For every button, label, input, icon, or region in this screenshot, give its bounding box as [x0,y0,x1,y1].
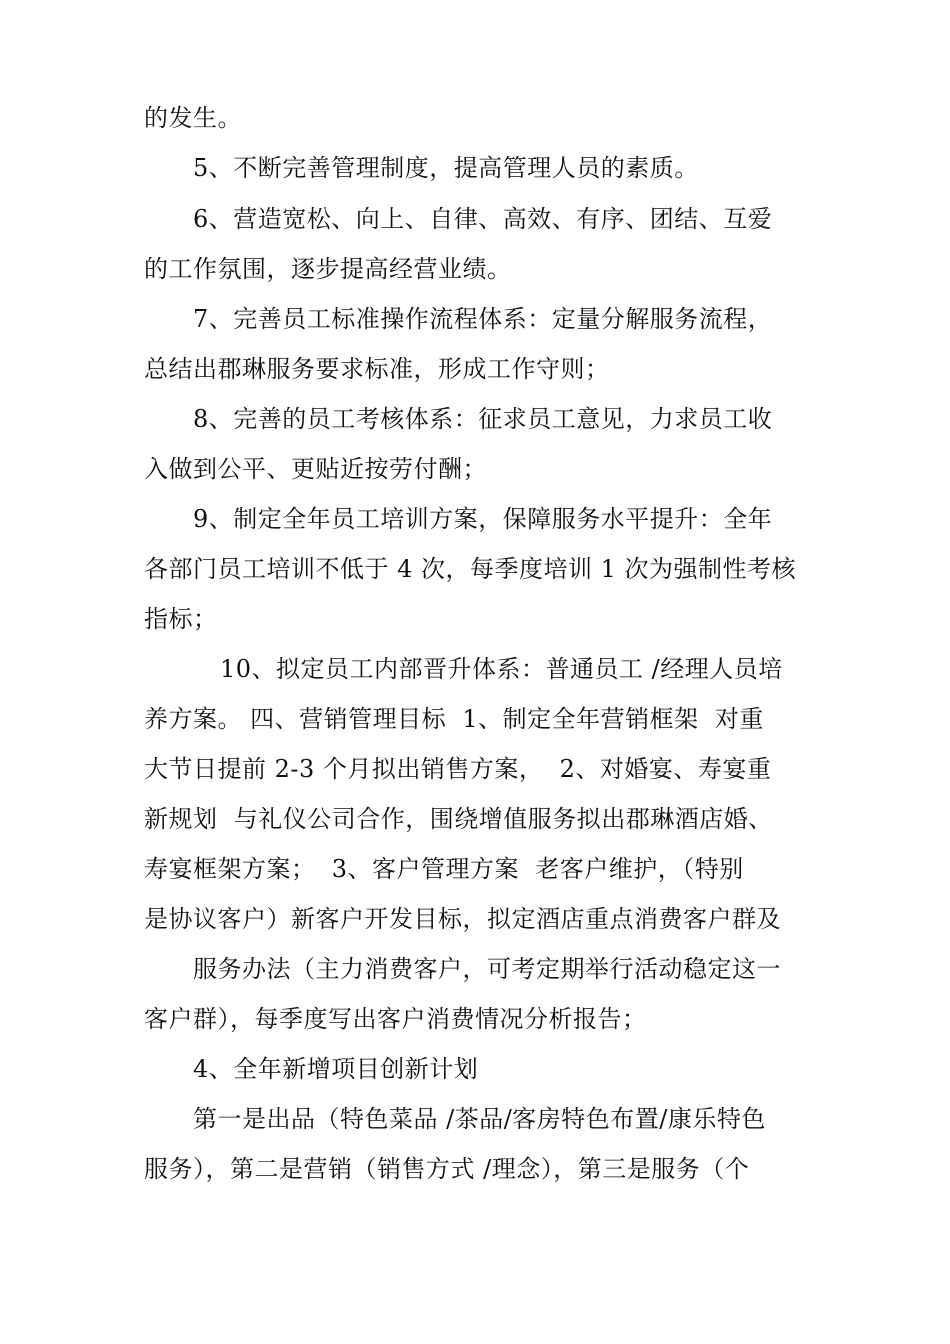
text-line: 大节日提前 2-3 个月拟出销售方案， 2、对婚宴、寿宴重 [144,755,772,783]
text-line: 是协议客户）新客户开发目标，拟定酒店重点消费客户群及 [144,905,781,933]
text-line: 的工作氛围，逐步提高经营业绩。 [144,255,512,283]
text-line: 10、拟定员工内部晋升体系：普通员工 /经理人员培 [220,655,783,683]
text-line: 指标； [144,605,218,633]
text-line: 7、完善员工标准操作流程体系：定量分解服务流程， [193,305,773,333]
text-line: 5、不断完善管理制度，提高管理人员的素质。 [193,154,699,182]
text-line: 8、完善的员工考核体系：征求员工意见，力求员工收 [193,405,773,433]
text-line: 服务），第二是营销（销售方式 /理念），第三是服务（个 [144,1155,750,1183]
text-line: 各部门员工培训不低于 4 次，每季度培训 1 次为强制性考核 [144,555,797,583]
text-line: 入做到公平、更贴近按劳付酬； [144,455,487,483]
text-line: 9、制定全年员工培训方案，保障服务水平提升：全年 [193,505,773,533]
text-line: 第一是出品（特色菜品 /茶品/客房特色布置/康乐特色 [193,1105,766,1133]
text-line: 服务办法（主力消费客户，可考定期举行活动稳定这一 [193,955,781,983]
text-line: 新规划 与礼仪公司合作，围绕增值服务拟出郡琳酒店婚、 [144,805,773,833]
text-line: 4、全年新增项目创新计划 [193,1055,479,1083]
text-line: 总结出郡琳服务要求标准，形成工作守则； [144,355,610,383]
text-line: 6、营造宽松、向上、自律、高效、有序、团结、互爱 [193,205,773,233]
text-line: 的发生。 [144,104,242,132]
text-line: 寿宴框架方案； 3、客户管理方案 老客户维护，（特别 [144,855,744,883]
text-line: 养方案。 四、营销管理目标 1、制定全年营销框架 对重 [144,705,764,733]
text-line: 客户群），每季度写出客户消费情况分析报告； [144,1005,647,1033]
